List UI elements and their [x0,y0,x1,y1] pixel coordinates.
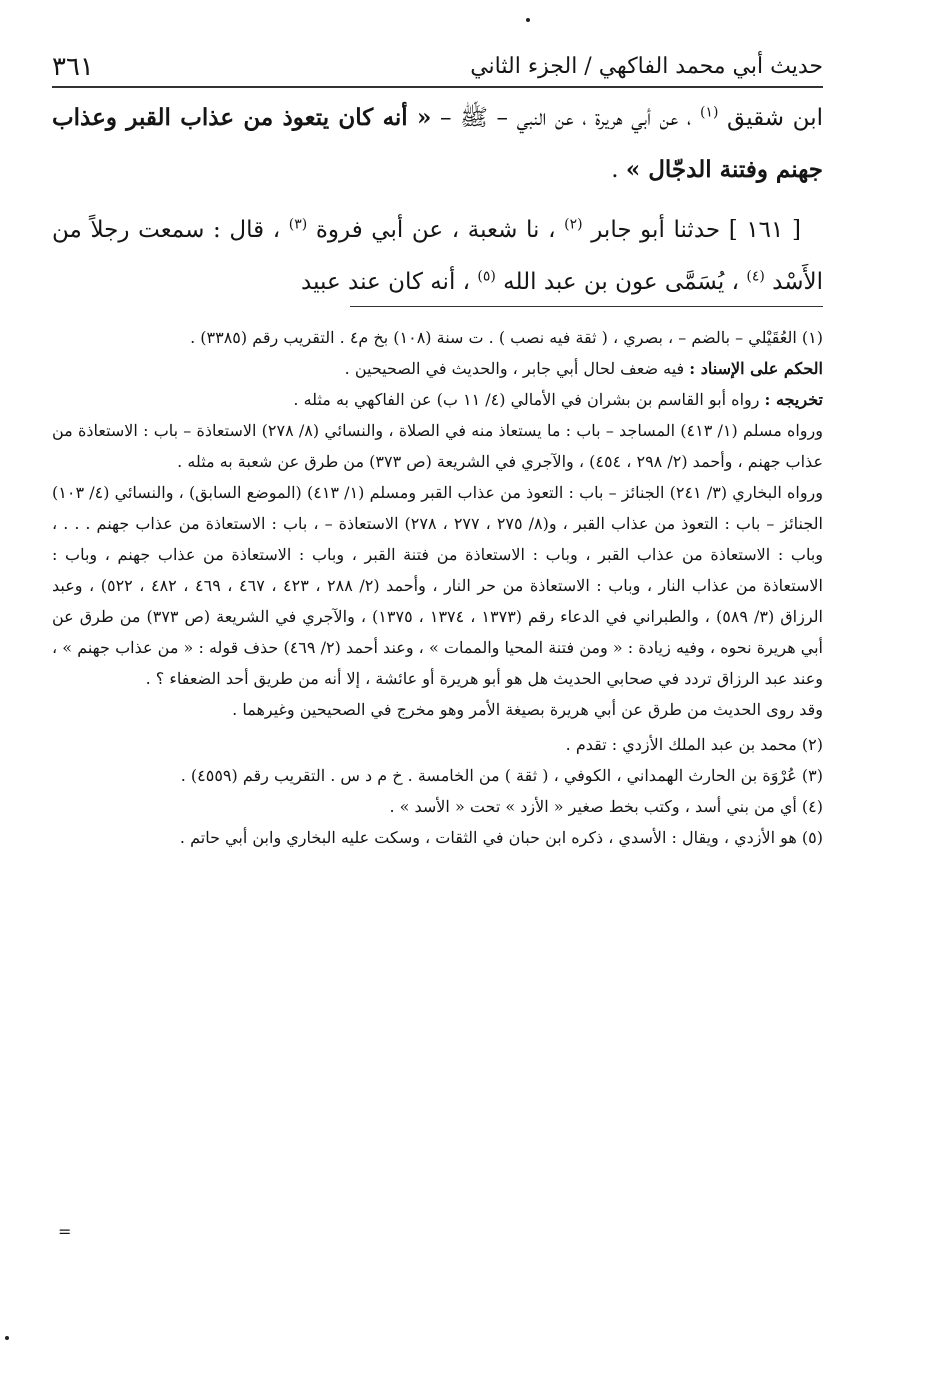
paragraph-161 [52,204,823,308]
page-number: ٣٦١ [52,52,94,82]
continuation-mark: = [58,1222,72,1241]
footnote-rule [350,306,823,307]
paragraph-1 [52,92,823,196]
scan-speck [526,18,530,22]
header-title: حديث أبي محمد الفاكهي / الجزء الثاني [470,54,823,79]
footnotes [52,322,823,853]
hadith-text: « أنه كان يتعوذ من عذاب القبر وعذاب جهنم وفتنة الدجّال » [52,104,823,183]
hukm-line [52,353,823,384]
text-span: ، نا شعبة ، عن أبي فروة [307,217,565,243]
takhrij-label: تخريجه : [764,390,823,409]
text-span: ، يُسَمَّى عون بن عبد الله [495,269,747,295]
footnote-ref-5: (٥) [477,268,496,285]
hukm-label: الحكم على الإسناد : [689,359,823,378]
header-rule [52,86,823,88]
text-span: [ ١٦١ ] حدثنا أبو جابر [582,217,801,243]
text-span: ، أنه كان عند عبيد [301,269,478,295]
running-header [52,38,823,82]
footnote-5: (٥) هو الأزدي ، ويقال : الأسدي ، ذكره ابن حبان في الثقات ، وسكت عليه البخاري وابن أبي حاتم . [179,828,823,847]
text-span: . [611,157,626,183]
text-span: ابن شقيق [718,105,823,131]
takhrij-note: وقد روى الحديث من طرق عن أبي هريرة بصيغة الأمر وهو مخرج في الصحيحين وغيرهما . [232,700,823,719]
footnote-ref-3: (٣) [288,216,308,233]
takhrij-bukhari: ورواه البخاري (٣/ ٢٤١) الجنائز – باب : التعوذ من عذاب القبر ومسلم (١/ ٤١٣) (الموضع السابق) ، والنسائي (٤/ ١٠٣) الجنائز – باب : التعوذ من عذاب القبر ، و(٨/ ٢٧٥ ، ٢٧٧ ، ٢٧٨) الاستعاذة – ، باب : الاستعاذة من عذاب جهنم . . . ، وباب : الاستعاذة من عذاب القبر ، وباب : الاستعاذة من فتنة القبر ، وباب : الاستعاذة من عذاب جهنم ، وباب : الاستعاذة من عذاب النار ، وباب : الاستعاذة من حر النار ، وأحمد (٢/ ٢٨٨ ، ٤٢٣ ، ٤٦٧ ، ٤٦٩ ، ٤٨٢ ، ٥٢٢) ، وعبد الرزاق (٣/ ٥٨٩) ، والطبراني في الدعاء رقم (١٣٧٣ ، ١٣٧٤ ، ١٣٧٥) ، والآجري في الشريعة (ص ٣٧٣) من طرق عن أبي هريرة نحوه ، وفيه زيادة : « ومن فتنة المحيا والممات » ، وعند أحمد (٢/ ٤٦٩) حذف قوله : « من عذاب جهنم » ، وعند عبد الرزاق تردد في صحابي الحديث هل هو أبو هريرة أو عائشة ، إلا أنه من طريق أحد الضعفاء ؟ . [52,483,824,688]
text-span: ، قال : سمعت رجلاً من الأَسْد [52,217,823,295]
footnote-3: (٣) عُرْوَة بن الحارث الهمداني ، الكوفي ، ( ثقة ) من الخامسة . خ م د س . التقريب رقم (٤٥٥٩) . [180,766,823,785]
footnote-1 [52,322,823,725]
footnote-4: (٤) أي من بني أسد ، وكتب بخط صغير « الأزد » تحت « الأسد » . [389,797,823,816]
takhrij-line [52,384,823,415]
footnote-ref-2: (٢) [564,216,583,233]
main-text [52,92,823,312]
footnote-ref-1: (١) [699,104,719,121]
footnote-2: (٢) محمد بن عبد الملك الأزدي : تقدم . [565,735,823,754]
takhrij-muslim: ورواه مسلم (١/ ٤١٣) المساجد – باب : ما يستعاذ منه في الصلاة ، والنسائي (٨/ ٢٧٨) الاستعاذة – باب : الاستعاذة من عذاب جهنم ، وأحمد (٢/ ٢٩٨ ، ٤٥٤) ، والآجري في الشريعة (ص ٣٧٣) من طرق عن شعبة به مثله . [52,421,823,471]
footnote-ref-4: (٤) [746,268,765,285]
footnote-text: (١) العُقَيْلي – بالضم – ، بصري ، ( ثقة فيه نصب ) . ت سنة (١٠٨) بخ م٤ . التقريب رقم (٣٣٨٥) . [190,328,823,347]
takhrij-text: رواه أبو القاسم بن بشران في الأمالي (٤/ ١١ ب) عن الفاكهي به مثله . [293,390,765,409]
scan-speck [5,1336,9,1340]
hukm-text: فيه ضعف لحال أبي جابر ، والحديث في الصحيحين . [344,359,690,378]
text-span: ، عن أبي هريرة ، عن النبي – ﷺ – [431,105,700,131]
